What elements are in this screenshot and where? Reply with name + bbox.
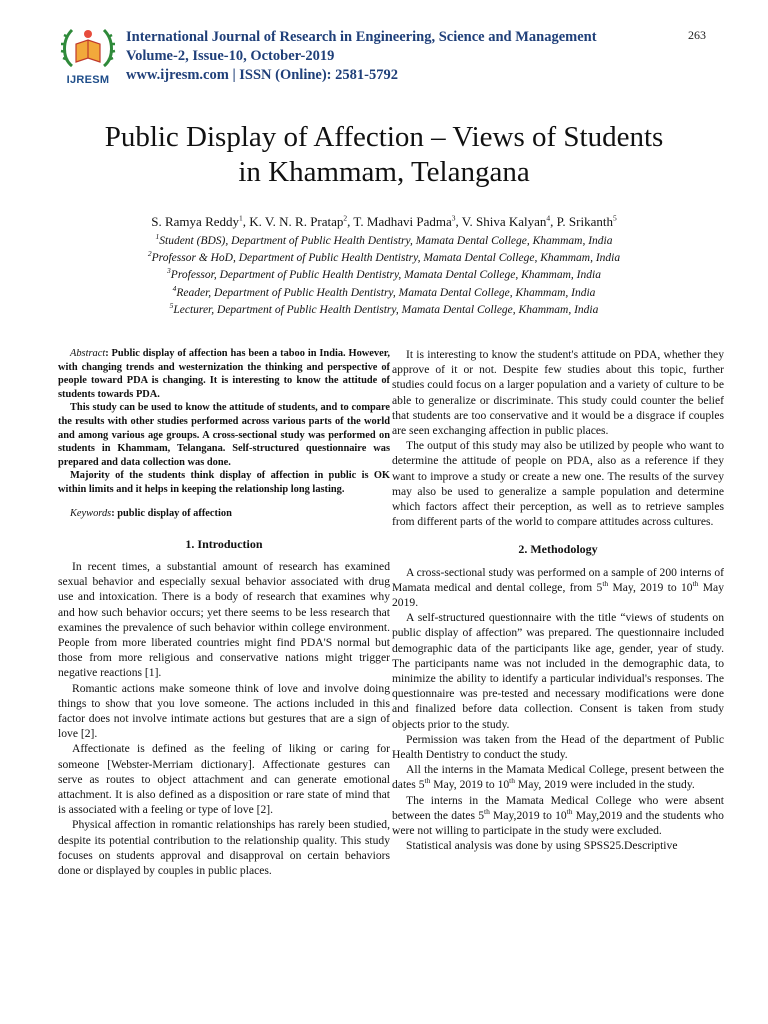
page-number: 263 [688,28,706,42]
section-heading-introduction: 1. Introduction [185,536,263,551]
body-paragraph: The output of this study may also be utilized by people who want to determine the attitude of people on PDA, also as a reference if they want to improve a study or create a new one. The results of the survey may also be used to generalize a sample population and determine which factors affect their perception, as well as to retrieve samples from different parts of the world to compare attitudes across cultures. [392,439,724,529]
abstract [58,347,390,497]
affiliation: $^1$Student (BDS), Department of Public Health Dentistry, Mamata Dental College, Khammam, India [155,232,613,247]
body-paragraph: A cross-sectional study was performed on a sample of 200 interns of Mamata medical and dental college, from 5th May, 2019 to 10th May 2019. [392,565,724,610]
left-column [58,347,390,878]
book-wreath-icon [58,24,118,74]
abstract-paragraph: Majority of the students think display of affection in public is OK within limits and it helps in keeping the relationship long lasting. [58,470,390,495]
abstract-paragraph: Abstract: Public display of affection has been a taboo in India. However, with changing trends and westernization the thinking and perspective of people toward PDA is changing. It is interesting to know the attitude of students towards PDA. [58,348,390,400]
body-paragraph: Affectionate is defined as the feeling of liking or caring for someone [Webster-Merriam dictionary]. Affectionate gestures can serve as routes to object attachment and can generate emotional attachment. It is also defined as a disposition or rare state of mind that is associated with a feeling or type of love [2]. [58,742,390,817]
journal-website: www.ijresm.com | ISSN (Online): 2581-5792 [126,67,398,83]
affiliation: $^5$Lecturer, Department of Public Health Dentistry, Mamata Dental College, Khammam, India [169,301,599,316]
author: K. V. N. R. Pratap [249,214,344,229]
journal-header [0,0,768,100]
keywords: Keywords: public display of affection [70,507,232,519]
affiliation: $^3$Professor, Department of Public Health Dentistry, Mamata Dental College, Khammam, India [167,266,601,281]
paper-title [40,120,728,190]
body-paragraph: Romantic actions make someone think of love and involve doing things to show that you love someone. The actions included in this factor does not involve intimate actions but gestures that are a sign of love [2]. [58,681,390,741]
journal-volume: Volume-2, Issue-10, October-2019 [126,48,335,64]
abstract-paragraph: This study can be used to know the attitude of students, and to compare the results with other studies performed across various parts of the world and among various age groups. A cross-sectional study was performed on students in Khammam, Telangana. Self-structured questionnaire was prepared and data collection was done. [58,402,390,468]
affiliation: $^2$Professor & HoD, Department of Public Health Dentistry, Mamata Dental College, Khammam, India [147,249,621,264]
body-paragraph: All the interns in the Mamata Medical College, present between the dates 5th May, 2019 to 10th May, 2019 were included in the study. [392,763,724,792]
section-heading-methodology: 2. Methodology [518,542,598,557]
body-paragraph: Permission was taken from the Head of the department of Public Health Dentistry to conduct the study. [392,732,724,762]
title-line-1: Public Display of Affection – Views of Students [104,121,664,153]
author-list: S. Ramya Reddy$^1$, K. V. N. R. Pratap$^2$, T. Madhavi Padma$^3$, V. Shiva Kalyan$^4$, P. Srikanth$^5$ [151,213,617,229]
journal-info [126,28,597,85]
body-paragraph: Physical affection in romantic relationships has rarely been studied, despite its potential contribution to the relationship quality. This study focuses on students approval and disapproval on certain behaviors done or displayed by couples in public places. [58,818,390,877]
affiliation: $^4$Reader, Department of Public Health Dentistry, Mamata Dental College, Khammam, India [172,284,596,299]
body-paragraph: It is interesting to know the student's attitude on PDA, whether they approve of it or not. Despite few studies about this topic, further studies could focus on a larger population and a variety of culture to be able to generalize or discriminate. This study could counter the belief that students are too conservative and it would be a disgrace if couples are seen exchanging affection in public places. [392,348,724,438]
author: T. Madhavi Padma [353,214,452,229]
body-paragraph: A self-structured questionnaire with the title “views of students on public display of affection” was prepared. The questionnaire included demographic data of the participants like age, gender, year of study. The participants name was not included in the demographic data, to minimize the ability to identify a particular individual's responses. The questionnaire was pre-tested and necessary modifications were done and finalized before data collection. Consent is taken from study objects prior to the study. [392,611,724,731]
author: V. Shiva Kalyan [461,214,547,229]
journal-name: International Journal of Research in Engineering, Science and Management [126,29,597,45]
journal-logo [58,24,118,92]
right-column [392,347,724,854]
author: P. Srikanth [556,214,613,229]
author: S. Ramya Reddy [151,214,240,229]
body-paragraph: In recent times, a substantial amount of research has examined sexual behavior and especially sexual behavior associated with drug use and intoxication. There is a body of research that examines why and how such behavior occurs; yet there seems to be less research that examines the prevalence of such behavior within college environment. People from more liberated countries might find PDA'S normal but those from more religious and conservative nations might trigger negative reactions [1]. [58,559,390,680]
body-paragraph: The interns in the Mamata Medical College who were absent between the dates 5th May,2019 to 10th May,2019 and the students who were not willing to participate in the study were excluded. [392,793,724,838]
body-paragraph: Statistical analysis was done by using SPSS25.Descriptive [406,839,678,853]
title-line-2: in Khammam, Telangana [238,156,530,188]
logo-text: IJRESM [66,74,110,86]
